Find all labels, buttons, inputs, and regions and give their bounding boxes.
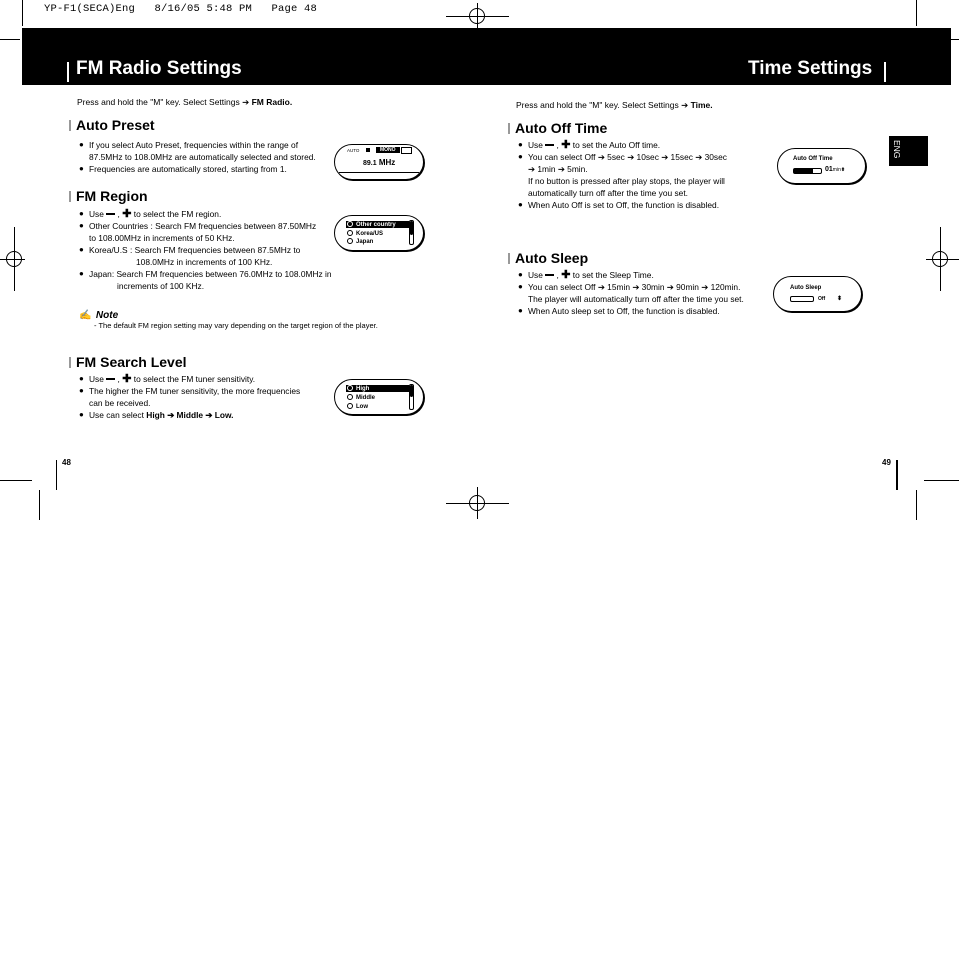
list-item-cont: 108.0MHz in increments of 100 KHz. xyxy=(136,257,273,267)
right-intro: Press and hold the "M" key. Select Settings ➔ Time. xyxy=(516,100,713,110)
list-item: ● When Auto Off is set to Off, the function is disabled. xyxy=(518,199,727,211)
value-box xyxy=(790,296,814,302)
list-item: ● Use can select High ➔ Middle ➔ Low. xyxy=(79,409,300,421)
right-page-number: 49 xyxy=(882,458,891,467)
registration-mark xyxy=(6,251,22,267)
crop-mark xyxy=(924,480,959,481)
plus-icon: ✚ xyxy=(561,269,571,281)
option-middle: Middle xyxy=(347,394,375,401)
list-item-cont: 87.5MHz to 108.0MHz are automatically selected and stored. xyxy=(89,152,316,162)
fm-region-lcd xyxy=(334,215,424,251)
auto-sleep-heading: Auto Sleep xyxy=(508,250,588,266)
lcd-value: Off xyxy=(818,296,826,302)
language-tab: ENG xyxy=(889,136,928,166)
auto-off-lcd xyxy=(777,148,866,184)
title-bar-right xyxy=(884,62,886,82)
note-text: - The default FM region setting may vary depending on the target region of the player. xyxy=(94,321,378,330)
list-item: ● You can select Off ➔ 15min ➔ 30min ➔ 90min ➔ 120min. xyxy=(518,281,744,293)
fm-search-heading: FM Search Level xyxy=(69,354,187,370)
list-item-cont: can be received. xyxy=(89,398,151,408)
option-low: Low xyxy=(347,403,368,410)
crop-mark xyxy=(916,490,917,520)
auto-preset-heading: Auto Preset xyxy=(69,117,155,133)
left-page-number: 48 xyxy=(62,458,71,467)
crop-mark xyxy=(22,0,23,26)
list-item-cont: automatically turn off after the time you set. xyxy=(528,188,688,198)
option-korea-us: Korea/US xyxy=(347,230,383,237)
level-bar xyxy=(793,168,822,174)
registration-mark xyxy=(932,251,948,267)
level-bar-fill xyxy=(794,169,813,173)
crop-mark xyxy=(0,39,20,40)
list-item-cont: increments of 100 KHz. xyxy=(117,281,205,291)
page-divider-right xyxy=(896,460,898,490)
up-down-icon: ⬍ xyxy=(837,296,843,302)
list-item: ● If you select Auto Preset, frequencies within the range of xyxy=(79,139,316,151)
auto-off-list xyxy=(518,139,727,211)
crop-mark xyxy=(0,480,32,481)
list-item: ● Frequencies are automatically stored, starting from 1. xyxy=(79,163,316,175)
list-item-cont: ➔ 1min ➔ 5min. xyxy=(528,164,588,174)
up-down-icon: ⬍ xyxy=(840,167,846,173)
minus-icon xyxy=(106,378,115,380)
auto-off-heading: Auto Off Time xyxy=(508,120,607,136)
plus-icon: ✚ xyxy=(561,139,571,151)
mono-badge: MONO xyxy=(376,147,400,153)
auto-preset-list xyxy=(79,139,316,175)
list-item-cont: to 108.00MHz in increments of 50 KHz. xyxy=(89,233,235,243)
option-other-country: Other country xyxy=(346,221,409,228)
fm-search-list xyxy=(79,373,300,421)
list-item-cont: The player will automatically turn off after the time you set. xyxy=(528,294,744,304)
note-heading: ✍ Note xyxy=(79,310,119,321)
plus-icon: ✚ xyxy=(122,208,132,220)
indicator-icon xyxy=(366,148,370,152)
lcd-title: Auto Off Time xyxy=(793,156,833,162)
page-divider-left xyxy=(56,460,57,490)
auto-sleep-list xyxy=(518,269,744,317)
list-item: ● You can select Off ➔ 5sec ➔ 10sec ➔ 15sec ➔ 30sec xyxy=(518,151,727,163)
auto-sleep-lcd xyxy=(773,276,862,312)
option-high: High xyxy=(346,385,409,392)
left-intro: Press and hold the "M" key. Select Settings ➔ FM Radio. xyxy=(77,97,293,107)
list-item: ● Other Countries : Search FM frequencies between 87.50MHz xyxy=(79,220,332,232)
list-item-cont: If no button is pressed after play stops, the player will xyxy=(528,176,725,186)
tuning-scale xyxy=(339,172,419,173)
list-item: ● Korea/U.S : Search FM frequencies between 87.5MHz to xyxy=(79,244,332,256)
right-page-title: Time Settings xyxy=(748,58,873,79)
list-item: ● Use , ✚ to select the FM tuner sensitivity. xyxy=(79,373,300,385)
list-item: ● Use , ✚ to set the Sleep Time. xyxy=(518,269,744,281)
battery-icon xyxy=(401,147,412,154)
crop-mark xyxy=(916,0,917,26)
list-item: ● Use , ✚ to set the Auto Off time. xyxy=(518,139,727,151)
fm-search-lcd xyxy=(334,379,424,415)
lcd-title: Auto Sleep xyxy=(790,285,822,291)
fm-region-heading: FM Region xyxy=(69,188,148,204)
fm-region-list xyxy=(79,208,332,292)
auto-label: AUTO xyxy=(347,148,360,153)
list-item: ● Use , ✚ to select the FM region. xyxy=(79,208,332,220)
scrollbar xyxy=(409,384,414,410)
scrollbar xyxy=(409,220,414,245)
left-page-title: FM Radio Settings xyxy=(76,58,242,79)
list-item: ● Japan: Search FM frequencies between 76.0MHz to 108.0MHz in xyxy=(79,268,332,280)
list-item: ● The higher the FM tuner sensitivity, the more frequencies xyxy=(79,385,300,397)
minus-icon xyxy=(545,274,554,276)
lcd-value: 01min⬍ xyxy=(825,166,846,173)
frequency-value: 89.1 MHz xyxy=(363,158,396,167)
registration-mark xyxy=(469,495,485,511)
auto-preset-lcd xyxy=(334,144,424,180)
list-item: ● When Auto sleep set to Off, the function is disabled. xyxy=(518,305,744,317)
minus-icon xyxy=(106,213,115,215)
crop-mark xyxy=(39,490,40,520)
right-title-band xyxy=(479,28,951,85)
pencil-icon: ✍ xyxy=(79,310,92,321)
title-bar-left xyxy=(67,62,69,82)
registration-mark xyxy=(469,8,485,24)
minus-icon xyxy=(545,144,554,146)
plus-icon: ✚ xyxy=(122,373,132,385)
print-header: YP-F1(SECA)Eng 8/16/05 5:48 PM Page 48 xyxy=(44,3,318,15)
option-japan: Japan xyxy=(347,238,373,245)
